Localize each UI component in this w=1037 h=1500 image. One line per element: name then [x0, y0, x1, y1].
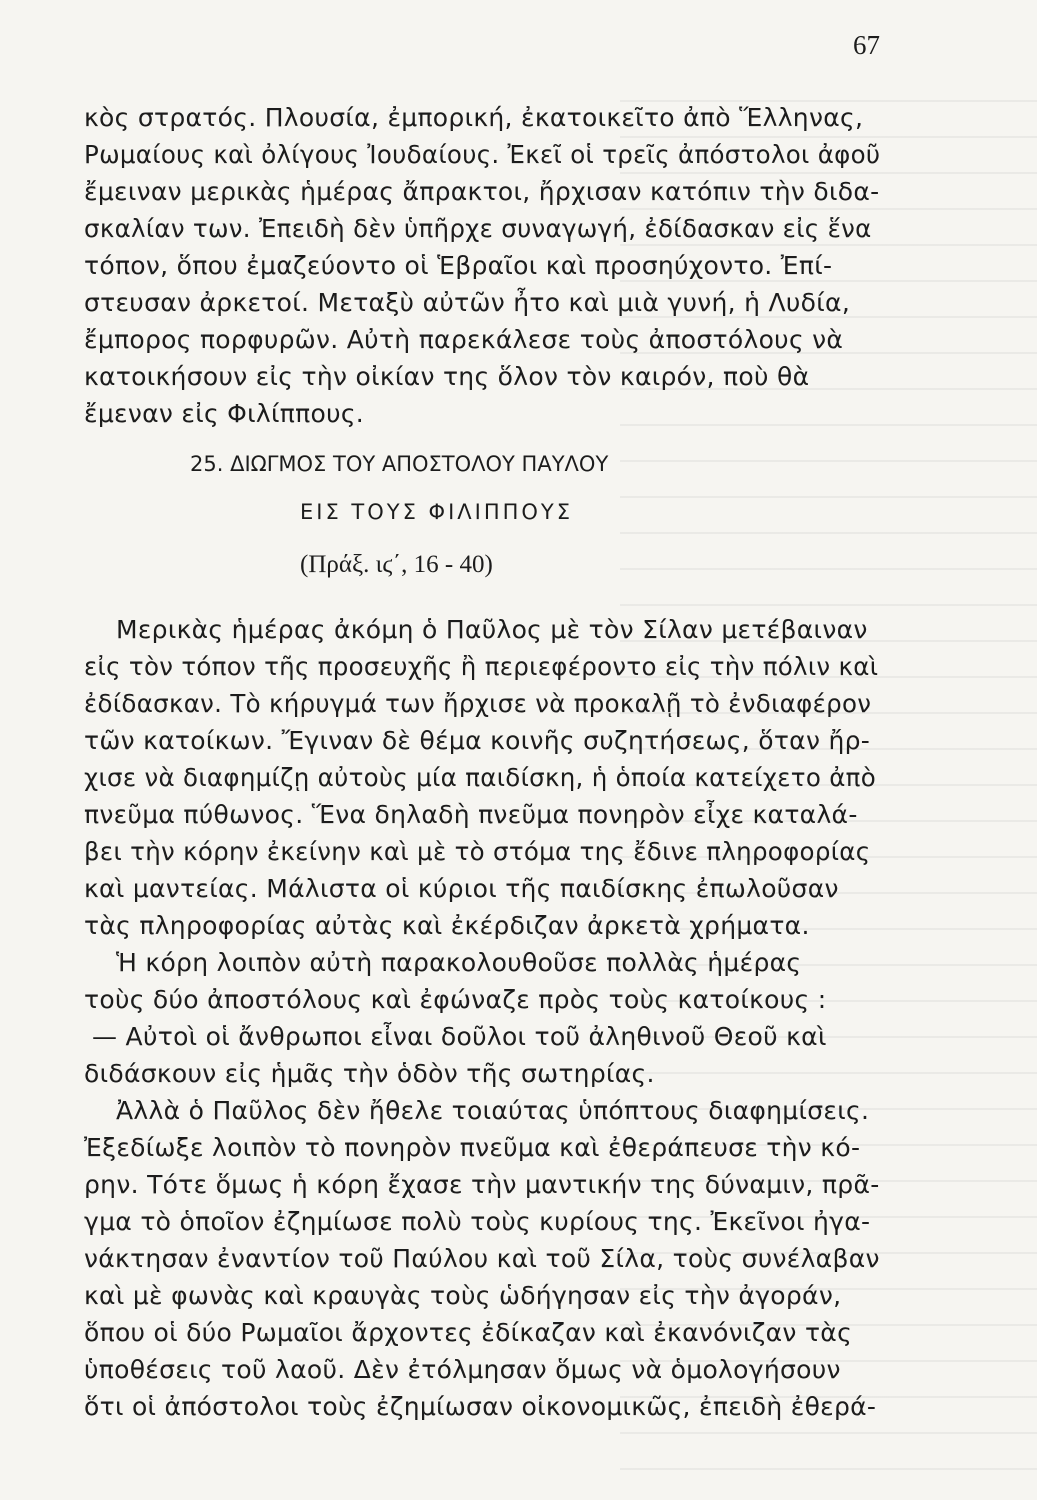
text-line: Ἀλλὰ ὁ Παῦλος δὲν ἤθελε τοιαύτας ὑπόπτους διαφημίσεις.: [116, 1096, 870, 1125]
text-line: κὸς στρατός. Πλουσία, ἐμπορική, ἐκατοικεῖτο ἀπὸ Ἕλληνας,: [84, 103, 864, 132]
text-line: χισε νὰ διαφημίζῃ αὐτοὺς μία παιδίσκη, ἡ ὁποία κατείχετο ἀπὸ: [84, 763, 876, 792]
section-title: [190, 452, 810, 476]
text-line: διδάσκουν εἰς ἡμᾶς τὴν ὁδὸν τῆς σωτηρίας.: [84, 1059, 655, 1088]
section-number: 25.: [190, 452, 224, 476]
text-line: Μερικὰς ἡμέρας ἀκόμη ὁ Παῦλος μὲ τὸν Σίλαν μετέβαιναν: [116, 615, 868, 644]
page-number: 67: [853, 30, 880, 60]
text-line: καὶ μαντείας. Μάλιστα οἱ κύριοι τῆς παιδίσκης ἐπωλοῦσαν: [84, 874, 839, 903]
text-line: πνεῦμα πύθωνος. Ἕνα δηλαδὴ πνεῦμα πονηρὸν εἶχε καταλά-: [84, 800, 858, 829]
text-line: τῶν κατοίκων. Ἔγιναν δὲ θέμα κοινῆς συζητήσεως, ὅταν ἤρ-: [84, 726, 871, 755]
text-line: τὰς πληροφορίας αὐτὰς καὶ ἐκέρδιζαν ἀρκετὰ χρήματα.: [84, 911, 810, 940]
text-line: τοὺς δύο ἀποστόλους καὶ ἐφώναζε πρὸς τοὺς κατοίκους :: [84, 985, 827, 1014]
text-line: τόπον, ὅπου ἐμαζεύοντο οἱ Ἑβραῖοι καὶ προσηύχοντο. Ἐπί-: [84, 251, 833, 280]
text-line: ὅπου οἱ δύο Ρωμαῖοι ἄρχοντες ἐδίκαζαν καὶ ἐκανόνιζαν τὰς: [84, 1318, 853, 1347]
text-line: γμα τὸ ὁποῖον ἐζημίωσε πολὺ τοὺς κυρίους της. Ἐκεῖνοι ἠγα-: [84, 1207, 871, 1236]
text-line: καὶ μὲ φωνὰς καὶ κραυγὰς τοὺς ὡδήγησαν εἰς τὴν ἀγοράν,: [84, 1281, 842, 1310]
text-line: κατοικήσουν εἰς τὴν οἰκίαν της ὅλον τὸν καιρόν, ποὺ θὰ: [84, 362, 810, 391]
text-line: ἔμπορος πορφυρῶν. Αὐτὴ παρεκάλεσε τοὺς ἀποστόλους νὰ: [84, 325, 844, 354]
text-line: ρην. Τότε ὅμως ἡ κόρη ἔχασε τὴν μαντικήν της δύναμιν, πρᾶ-: [84, 1170, 880, 1199]
text-line: ἐδίδασκαν. Τὸ κήρυγμά των ἤρχισε νὰ προκαλῇ τὸ ἐνδιαφέρον: [84, 689, 872, 718]
text-line: ἔμεναν εἰς Φιλίππους.: [84, 399, 365, 428]
section-title-line2: ΕΙΣ ΤΟΥΣ ΦΙΛΙΠΠΟΥΣ: [300, 500, 574, 524]
text-line: — Αὐτοὶ οἱ ἄνθρωποι εἶναι δοῦλοι τοῦ ἀληθινοῦ Θεοῦ καὶ: [92, 1022, 827, 1051]
text-line: ἔμειναν μερικὰς ἡμέρας ἄπρακτοι, ἤρχισαν κατόπιν τὴν διδα-: [84, 177, 880, 206]
text-line: βει τὴν κόρην ἐκείνην καὶ μὲ τὸ στόμα της ἔδινε πληροφορίας: [84, 837, 871, 866]
text-line: στευσαν ἀρκετοί. Μεταξὺ αὐτῶν ἦτο καὶ μιὰ γυνή, ἡ Λυδία,: [84, 288, 851, 317]
text-line: εἰς τὸν τόπον τῆς προσευχῆς ἢ περιεφέροντο εἰς τὴν πόλιν καὶ: [84, 652, 879, 681]
text-line: Ἐξεδίωξε λοιπὸν τὸ πονηρὸν πνεῦμα καὶ ἐθεράπευσε τὴν κό-: [84, 1133, 861, 1162]
text-line: ὅτι οἱ ἀπόστολοι τοὺς ἐζημίωσαν οἰκονομικῶς, ἐπειδὴ ἐθερά-: [84, 1392, 877, 1421]
text-line: Ρωμαίους καὶ ὀλίγους Ἰουδαίους. Ἐκεῖ οἱ τρεῖς ἀπόστολοι ἀφοῦ: [84, 140, 881, 169]
text-line: Ἡ κόρη λοιπὸν αὐτὴ παρακολουθοῦσε πολλὰς ἡμέρας: [116, 948, 802, 977]
text-line: ὑποθέσεις τοῦ λαοῦ. Δὲν ἐτόλμησαν ὅμως νὰ ὁμολογήσουν: [84, 1355, 841, 1384]
text-line: νάκτησαν ἐναντίον τοῦ Παύλου καὶ τοῦ Σίλα, τοὺς συνέλαβαν: [84, 1244, 880, 1273]
text-line: σκαλίαν των. Ἐπειδὴ δὲν ὑπῆρχε συναγωγή, ἐδίδασκαν εἰς ἕνα: [84, 214, 872, 243]
section-title-line1: ΔΙΩΓΜΟΣ ΤΟΥ ΑΠΟΣΤΟΛΟΥ ΠΑΥΛΟΥ: [230, 452, 609, 476]
scripture-citation: (Πράξ. ιϛ΄, 16 - 40): [300, 551, 493, 578]
